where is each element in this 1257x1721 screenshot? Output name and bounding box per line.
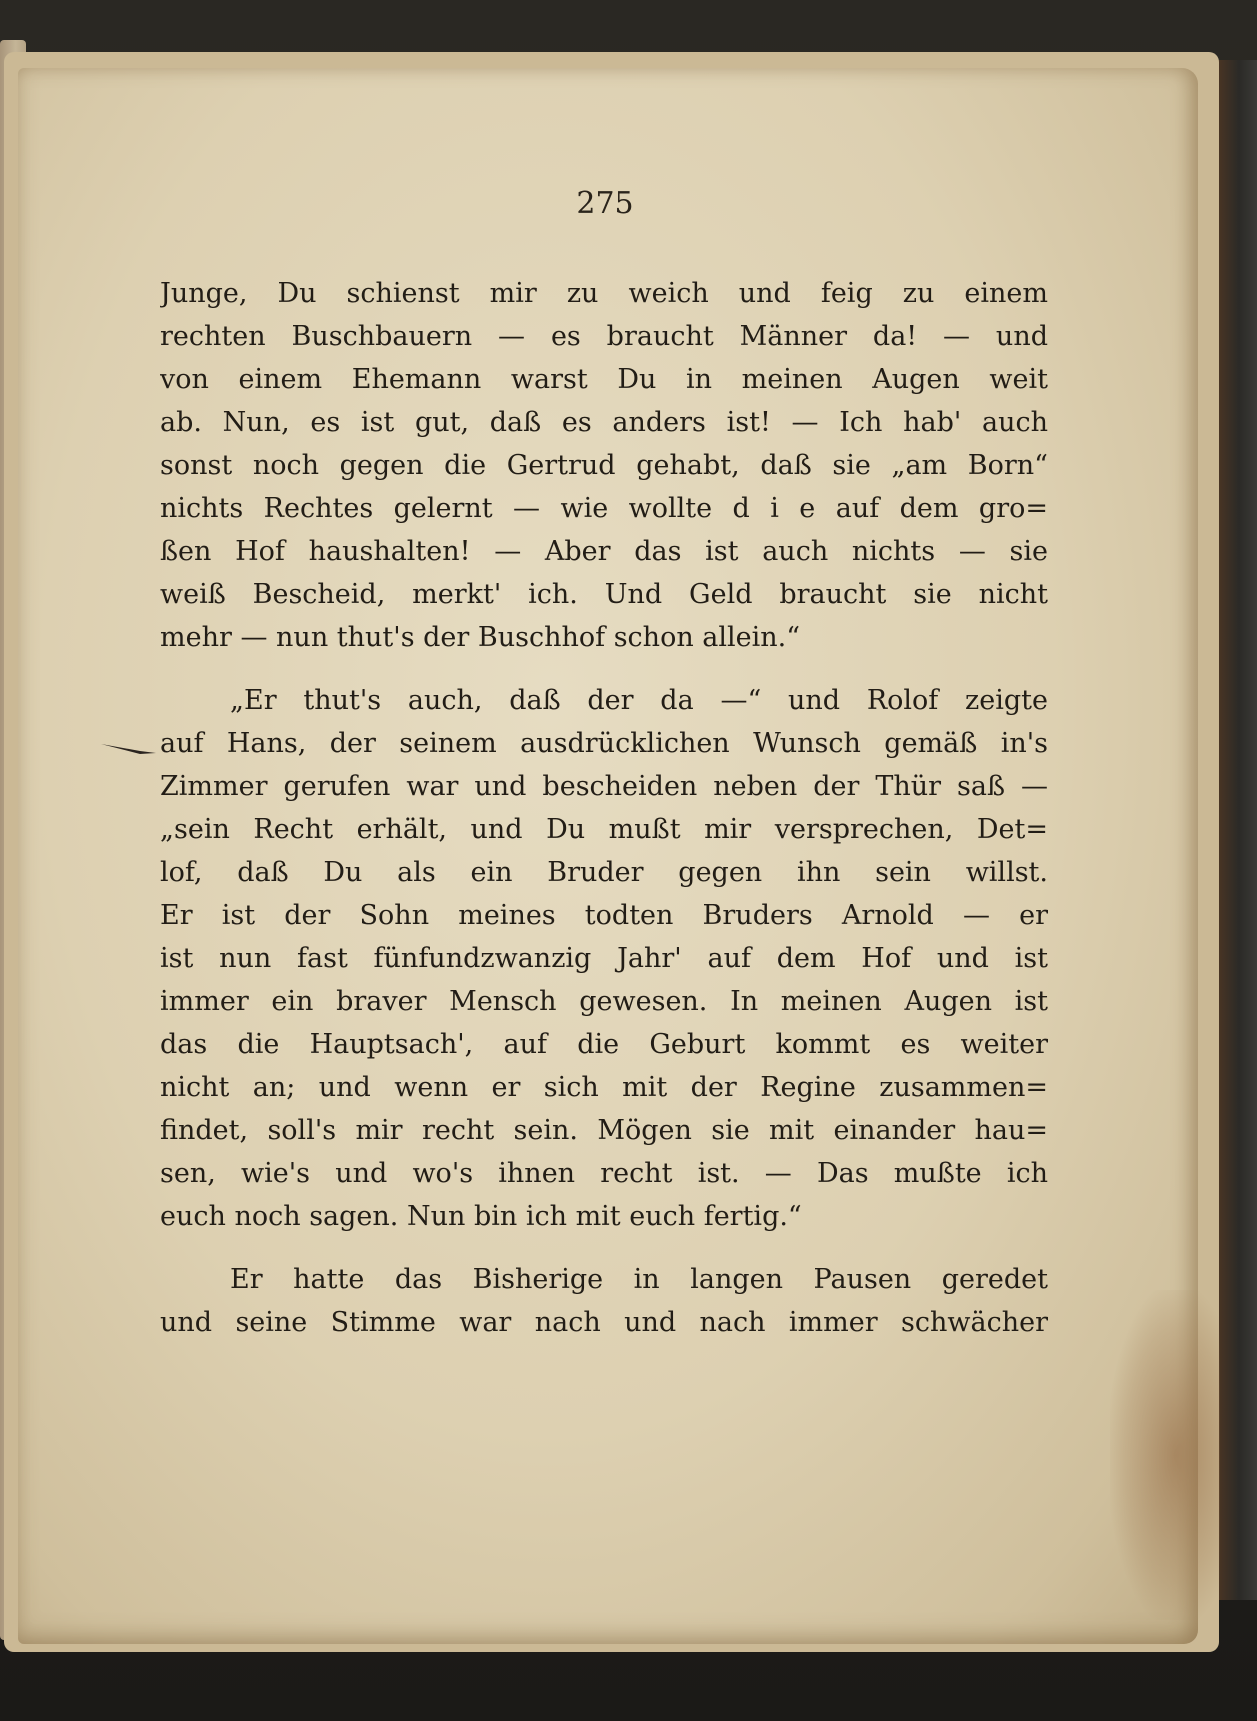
text-line: mehr — nun thut's der Buschhof schon allein.“ xyxy=(160,622,801,653)
text-line: von einem Ehemann warst Du in meinen Augen weit xyxy=(160,364,1048,395)
text-line: und seine Stimme war nach und nach immer schwächer xyxy=(160,1307,1048,1338)
text-line: nicht an; und wenn er sich mit der Regine zusammen= xyxy=(160,1072,1048,1103)
page-number: 275 xyxy=(576,186,634,221)
text-line: das die Hauptsach', auf die Geburt kommt es weiter xyxy=(160,1029,1048,1060)
text-line: ßen Hof haushalten! — Aber das ist auch nichts — sie xyxy=(160,536,1048,567)
text-line: weiß Bescheid, merkt' ich. Und Geld braucht sie nicht xyxy=(160,579,1048,610)
text-line: ist nun fast fünfundzwanzig Jahr' auf dem Hof und ist xyxy=(160,943,1048,974)
text-line: auf Hans, der seinem ausdrücklichen Wunsch gemäß in's xyxy=(160,728,1048,759)
text-line: nichts Rechtes gelernt — wie wollte d i e auf dem gro= xyxy=(160,493,1048,524)
body-text xyxy=(160,272,1048,1344)
text-line: Er ist der Sohn meines todten Bruders Arnold — er xyxy=(160,900,1048,931)
water-stain xyxy=(1110,1290,1220,1620)
text-line: Zimmer gerufen war und bescheiden neben der Thür saß — xyxy=(160,771,1048,802)
text-line: lof, daß Du als ein Bruder gegen ihn sein willst. xyxy=(160,857,1048,888)
text-line: euch noch sagen. Nun bin ich mit euch fertig.“ xyxy=(160,1201,802,1232)
text-line: „sein Recht erhält, und Du mußt mir versprechen, Det= xyxy=(160,814,1048,845)
text-line: immer ein braver Mensch gewesen. In meinen Augen ist xyxy=(160,986,1048,1017)
text-line: sen, wie's und wo's ihnen recht ist. — Das mußte ich xyxy=(160,1158,1048,1189)
text-line: „Er thut's auch, daß der da —“ und Rolof zeigte xyxy=(230,685,1048,716)
text-line: ab. Nun, es ist gut, daß es anders ist! — Ich hab' auch xyxy=(160,407,1048,438)
text-line: rechten Buschbauern — es braucht Männer da! — und xyxy=(160,321,1048,352)
text-line: Er hatte das Bisherige in langen Pausen geredet xyxy=(230,1264,1048,1295)
text-line: findet, soll's mir recht sein. Mögen sie mit einander hau= xyxy=(160,1115,1048,1146)
pen-mark-icon xyxy=(100,742,158,756)
text-line: sonst noch gegen die Gertrud gehabt, daß sie „am Born“ xyxy=(160,450,1048,481)
text-line: Junge, Du schienst mir zu weich und feig zu einem xyxy=(160,278,1048,309)
